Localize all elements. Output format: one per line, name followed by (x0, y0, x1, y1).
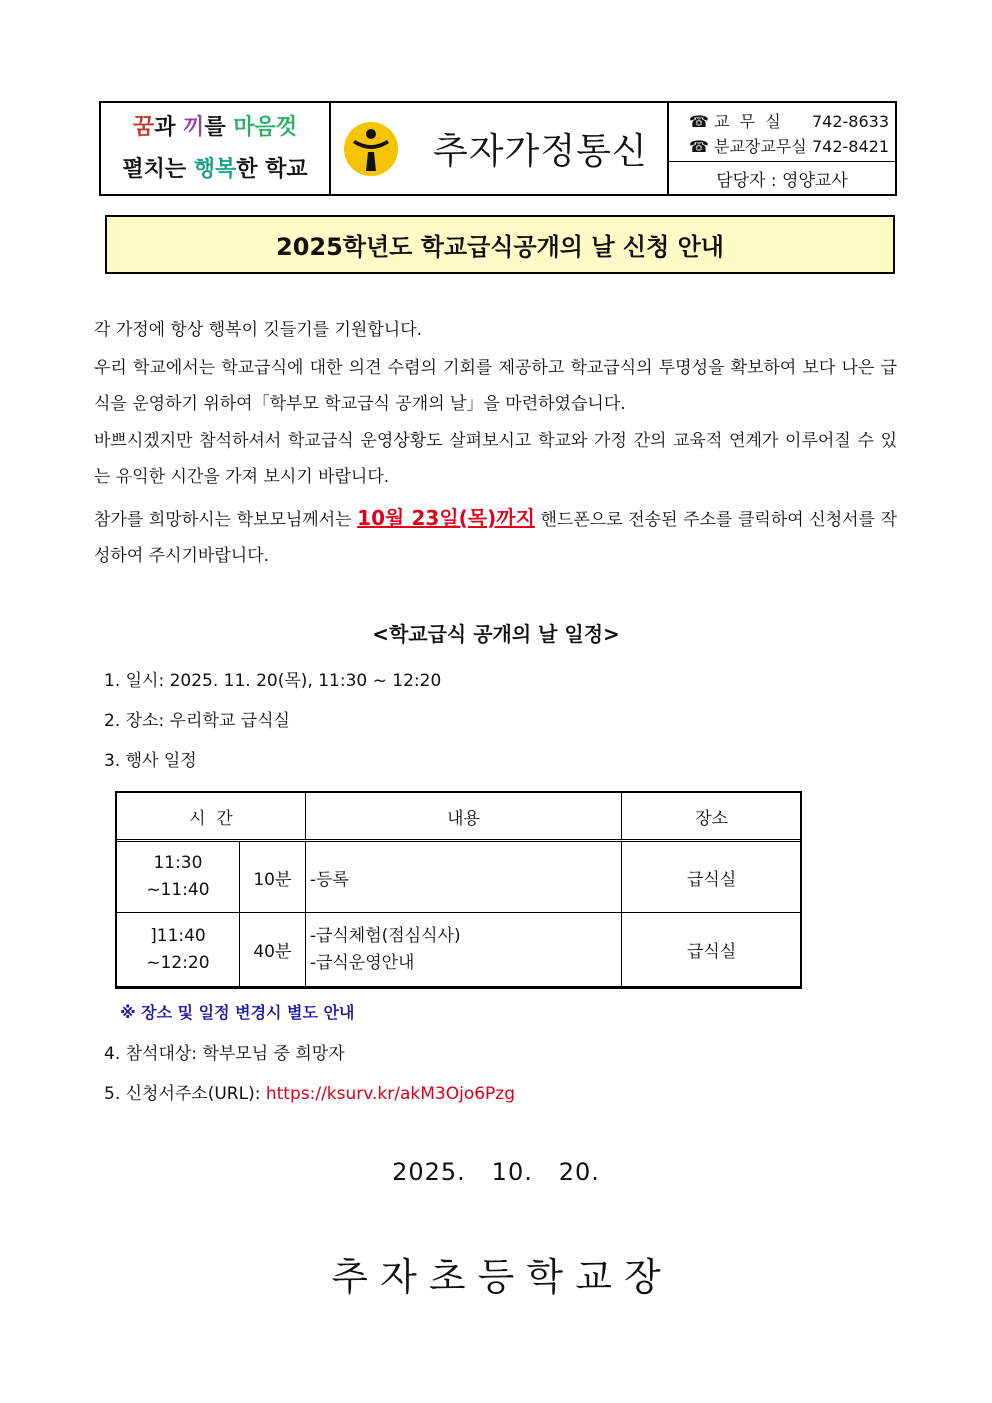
header-content: 내용 (305, 793, 621, 841)
content-cell (305, 841, 621, 913)
time-end: ~11:40 (146, 880, 210, 900)
contact-info (669, 103, 895, 194)
deadline-highlight: 10월 23일(목)까지 (357, 506, 535, 530)
slogan-line-1 (133, 107, 297, 149)
change-notice: ※ 장소 및 일정 변경시 별도 안내 (120, 1003, 355, 1022)
phone-number: 742-8421 (811, 137, 889, 156)
newsletter-header (99, 101, 897, 196)
time-cell (117, 913, 240, 987)
invitation-paragraph: 바쁘시겠지만 참석하셔서 학교급식 운영상황도 살펴보시고 학교와 가정 간의 교육적 연계가 이루어질 수 있는 유익한 시간을 가져 보시기 바랍니다. (94, 431, 897, 487)
schedule-item-target: 4. 참석대상: 학부모님 중 희망자 (104, 1044, 345, 1064)
greeting-paragraph: 각 가정에 항상 행복이 깃들기를 기원합니다. (94, 320, 423, 340)
slogan-part: 펼치는 (122, 156, 194, 182)
slogan-part: 과 (154, 114, 184, 140)
place-cell: 급식실 (622, 913, 802, 987)
slogan-part: 행복 (193, 156, 237, 182)
deadline-text-before: 참가를 희망하시는 학보모님께서는 (94, 510, 358, 530)
school-slogan (101, 103, 331, 194)
slogan-part: 를 (204, 114, 234, 140)
notice-banner: 2025학년도 학교급식공개의 날 신청 안내 (105, 215, 895, 274)
slogan-part: 꿈 (132, 114, 155, 140)
time-start: 11:30 (153, 853, 203, 873)
place-cell: 급식실 (622, 841, 802, 913)
phone-list (669, 103, 895, 162)
time-end: ~12:20 (146, 952, 210, 973)
content-line: -등록 (309, 869, 349, 890)
content-line: -급식운영안내 (309, 952, 415, 973)
phone-row-branch (689, 134, 889, 159)
phone-row-office (689, 109, 889, 134)
table-header-row (117, 793, 802, 841)
phone-label: 교 무 실 (714, 112, 781, 131)
schedule-item-place: 2. 장소: 우리학교 급식실 (104, 711, 290, 731)
schedule-item-program: 3. 행사 일정 (104, 751, 197, 771)
table-row (117, 913, 802, 987)
phone-number: 742-8633 (811, 112, 889, 131)
phone-icon: ☎ (689, 137, 715, 156)
principal-signature: 추 자 초 등 학 교 장 (331, 1255, 661, 1299)
newsletter-title: 추자가정통신 (433, 131, 648, 172)
duration-cell: 40분 (239, 913, 305, 987)
schedule-item-date: 1. 일시: 2025. 11. 20(목), 11:30 ~ 12:20 (104, 671, 442, 691)
schedule-item-url (104, 1079, 515, 1104)
deadline-paragraph (94, 500, 897, 574)
duration-cell: 10분 (239, 841, 305, 913)
table-row (117, 841, 802, 913)
time-start: ]11:40 (150, 925, 206, 946)
header-place: 장소 (622, 793, 802, 841)
application-url-link[interactable]: https://ksurv.kr/akM3Ojo6Pzg (265, 1084, 515, 1104)
content-cell (305, 913, 621, 987)
header-time: 시 간 (117, 793, 306, 841)
content-line: -급식체험(점심식사) (309, 925, 461, 946)
purpose-paragraph: 우리 학교에서는 학교급식에 대한 의견 수렴의 기회를 제공하고 학교급식의 투명성을 확보하여 보다 나은 급식을 운영하기 위하여「학부모 학교급식 공개의 날」을 마련하였습니다. (94, 358, 897, 414)
slogan-line-2 (122, 149, 307, 191)
slogan-part: 한 학교 (236, 156, 308, 182)
slogan-part: 마음껏 (233, 114, 298, 140)
schedule-table (116, 792, 802, 987)
deadline-text-after: 핸드폰으로 전송된 주소를 클릭하여 신청서를 작성하여 주시기바랍니다. (94, 510, 897, 566)
slogan-part: 끼 (183, 114, 205, 140)
manager-label: 담당자 : 영양교사 (716, 170, 848, 191)
url-label: 5. 신청서주소(URL): (104, 1084, 266, 1104)
header-title-area (331, 103, 669, 194)
school-logo-icon (343, 121, 399, 177)
phone-icon: ☎ (689, 112, 715, 131)
schedule-title: <학교급식 공개의 날 일정> (372, 622, 620, 646)
phone-label: 분교장교무실 (714, 137, 807, 156)
issue-date: 2025. 10. 20. (392, 1158, 600, 1186)
time-cell (117, 841, 240, 913)
